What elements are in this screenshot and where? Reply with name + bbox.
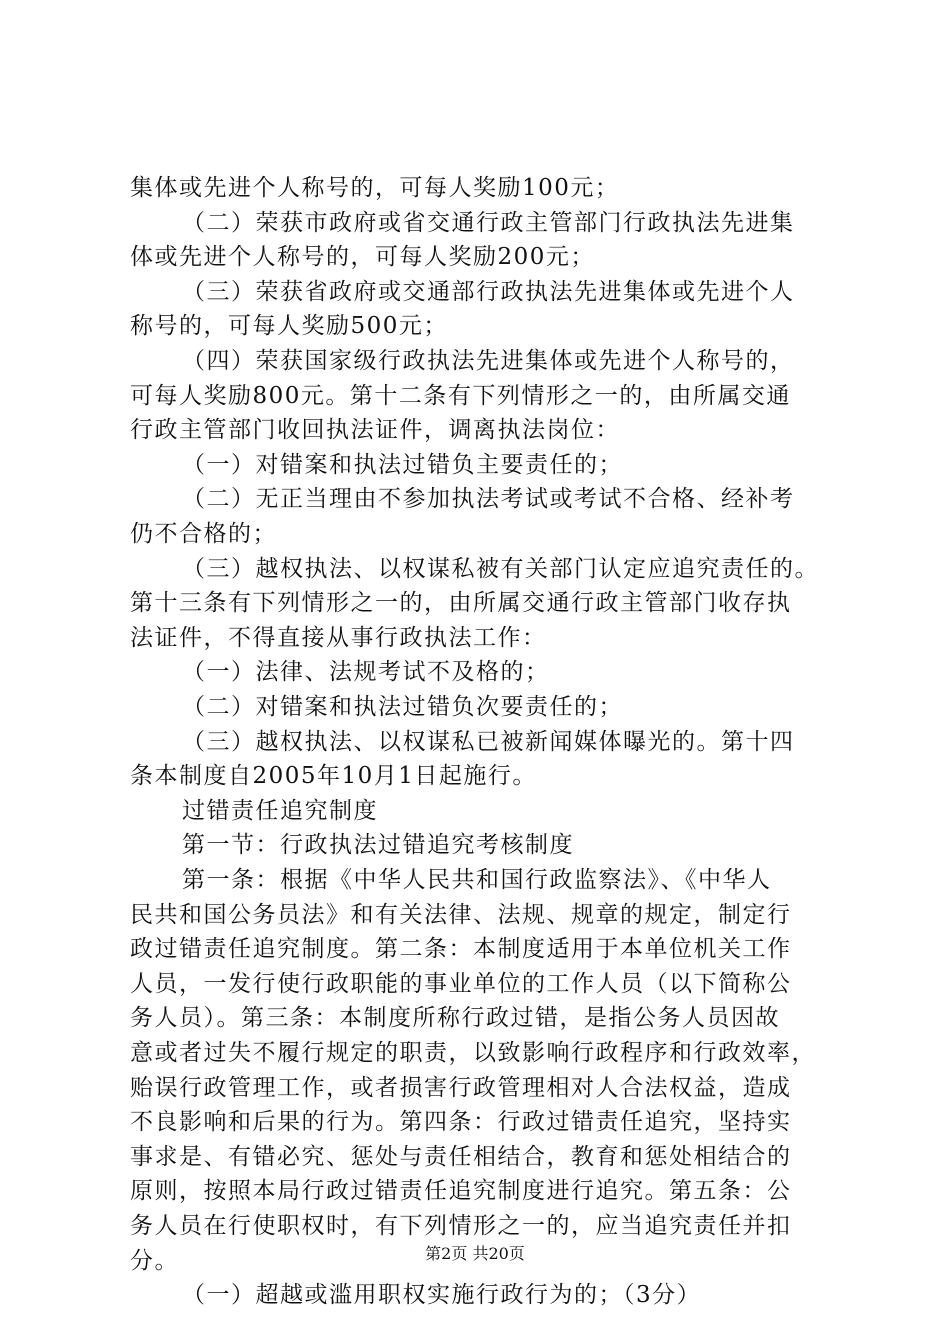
text-line: 行政主管部门收回执法证件，调离执法岗位： [130, 417, 620, 444]
text-line: （二）对错案和执法过错负次要责任的； [182, 694, 623, 720]
text-line: 第一节：行政执法过错追究考核制度 [182, 832, 574, 859]
text-line: 不良影响和后果的行为。第四条：行政过错责任追究，坚持实 [130, 1109, 792, 1136]
text-line: 分。 [130, 1247, 179, 1274]
text-line: （三）越权执法、以权谋私被有关部门认定应追究责任的。 [182, 555, 819, 582]
text-line: （一）对错案和执法过错负主要责任的； [182, 451, 623, 478]
text-line: 可每人奖励800元。第十二条有下列情形之一的，由所属交通 [130, 382, 791, 409]
text-line: （一）超越或滥用职权实施行政行为的；（3分） [182, 1282, 702, 1309]
text-line: 务人员）。第三条：本制度所称行政过错，是指公务人员因故 [130, 1005, 780, 1032]
text-line: 集体或先进个人称号的，可每人奖励100元； [130, 175, 620, 201]
text-line: 意或者过失不履行规定的职责，以致影响行政程序和行政效率， [130, 1040, 816, 1066]
text-line: 事求是、有错必究、惩处与责任相结合，教育和惩处相结合的 [130, 1143, 792, 1170]
text-line: 贻误行政管理工作，或者损害行政管理相对人合法权益，造成 [130, 1074, 792, 1101]
text-line: （三）荣获省政府或交通部行政执法先进集体或先进个人 [182, 278, 795, 305]
text-line: 原则，按照本局行政过错责任追究制度进行追究。第五条：公 [130, 1178, 792, 1205]
text-line: 第一条：根据《中华人民共和国行政监察法》、《中华人 [182, 867, 772, 893]
text-line: 仍不合格的； [130, 521, 277, 547]
text-line: （四）荣获国家级行政执法先进集体或先进个人称号的， [182, 348, 795, 374]
text-line: 第十三条有下列情形之一的，由所属交通行政主管部门收存执 [130, 590, 792, 617]
text-line: （三）越权执法、以权谋私已被新闻媒体曝光的。第十四 [182, 728, 795, 755]
text-line: 体或先进个人称号的，可每人奖励200元； [130, 244, 595, 271]
text-line: （二）无正当理由不参加执法考试或考试不合格、经补考 [182, 486, 795, 513]
text-line: （二）荣获市政府或省交通行政主管部门行政执法先进集 [182, 209, 795, 236]
text-line: 称号的，可每人奖励500元； [130, 313, 448, 340]
text-line: 法证件，不得直接从事行政执法工作： [130, 624, 547, 651]
text-line: 民共和国公务员法》和有关法律、法规、规章的规定，制定行 [130, 901, 792, 928]
text-line: 人员，一发行使行政职能的事业单位的工作人员（以下简称公 [130, 970, 792, 997]
page-footer: 第2页 共20页 [425, 1244, 525, 1263]
text-line: （一）法律、法规考试不及格的； [182, 659, 550, 686]
text-line: 务人员在行使职权时，有下列情形之一的，应当追究责任并扣 [130, 1213, 792, 1239]
text-line: 条本制度自2005年10月1日起施行。 [130, 763, 537, 790]
text-line: 政过错责任追究制度。第二条：本制度适用于本单位机关工作 [130, 936, 792, 963]
text-line: 过错责任追究制度 [182, 797, 378, 824]
